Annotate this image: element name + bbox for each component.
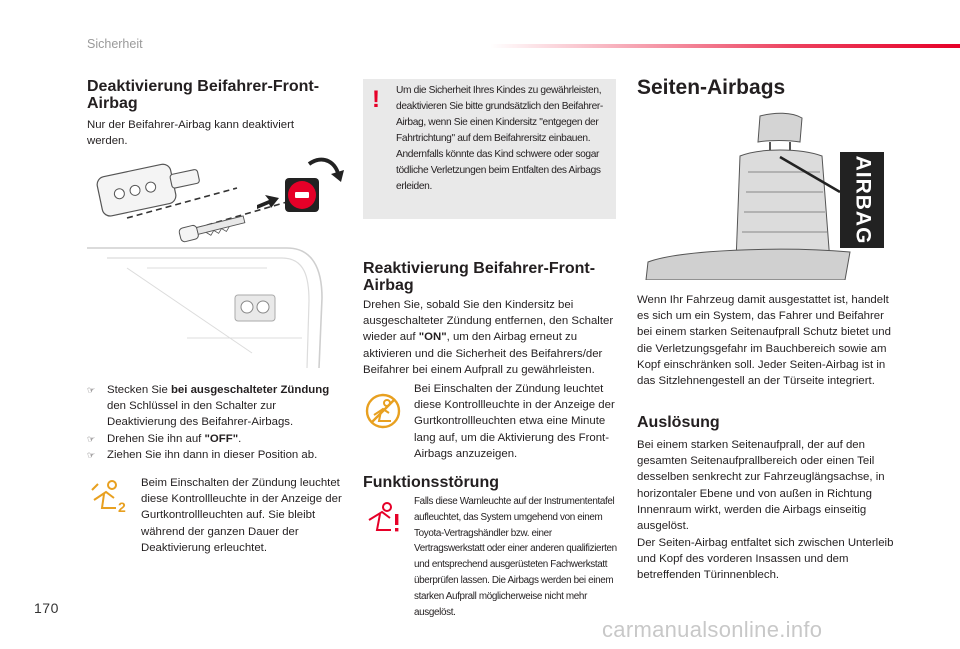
airbag-off-warning-icon	[90, 478, 130, 514]
airbag-label-text: AIRBAG	[851, 155, 874, 245]
malfunction-text: Falls diese Warnleuchte auf der Instrumententafel aufleuchtet, das System umgehend von einem Toyota-Vertragshändler bzw. einer Vertragswerkstatt oder einer anderen qualifizierten und entsprechend ausgerüsteten Fachwerkstatt überprüfen lassen. Die Airbags werden bei einem starken Aufprall möglicherweise nicht mehr ausgelöst.	[414, 496, 617, 618]
reactivation-note: Bei Einschalten der Zündung leuchtet diese Kontrollleuchte in der Anzeige der Gurtkontrollleuchten etwa eine Minute lang auf, um die Aktivierung des Front-Airbags anzuzeigen.	[414, 383, 615, 460]
deactivation-intro: Nur der Beifahrer-Airbag kann deaktiviert werden.	[87, 119, 295, 148]
key-blade	[178, 213, 245, 243]
airbag-on-warning-icon	[365, 393, 401, 429]
reactivation-body-text: Drehen Sie, sobald Sie den Kindersitz bei ausgeschalteter Zündung entfernen, den Schalter wieder auf	[363, 299, 614, 344]
step-text: .	[238, 432, 242, 445]
header-rule	[490, 44, 960, 48]
reactivation-body-bold: "ON"	[418, 331, 447, 344]
step-text: den Schlüssel in den Schalter zur Deaktivierung des Beifahrer-Airbags.	[107, 400, 294, 429]
step-text: Drehen Sie ihn auf	[107, 432, 205, 445]
side-airbags-body: Wenn Ihr Fahrzeug damit ausgestattet ist, handelt es sich um ein System, das Fahrer und Beifahrer bei einem starken Seitenaufprall Schutz bietet und die Verletzungsgefahr im Bauchbereich sowie am Kopf einschränken soll. Jeder Seiten-Airbag ist in das Sitzlehnengestell an der Türseite integriert.	[637, 294, 891, 388]
reactivation-body	[363, 297, 618, 378]
key-fob	[96, 157, 203, 217]
deactivation-title: Deaktivierung Beifahrer-Front-Airbag	[87, 78, 320, 112]
svg-text:2: 2	[118, 499, 126, 514]
airbag-label-wrap	[840, 152, 884, 248]
step-text: Stecken Sie	[107, 384, 171, 396]
watermark[interactable]: carmanualsonline.info	[602, 617, 823, 642]
step-text: Ziehen Sie ihn dann in dieser Position ab.	[107, 448, 318, 461]
section-header: Sicherheit	[87, 37, 143, 51]
airbag-switch-dial	[285, 160, 344, 212]
malfunction-title: Funktionsstörung	[363, 474, 499, 491]
airbag-malfunction-icon	[366, 500, 402, 538]
step-bold: "OFF"	[204, 432, 239, 445]
page-number: 170	[34, 600, 59, 616]
step-bold: bei ausgeschalteter Zündung	[170, 384, 330, 396]
reactivation-body-text: , um den Airbag erneut zu aktivieren und die Sicherheit des Beifahrers/der Beifahrer bei einem Aufprall zu gewährleisten.	[363, 331, 603, 376]
bullet-arrow-icon: ☞	[87, 433, 96, 444]
deactivation-steps	[87, 382, 345, 463]
warning-text: Um die Sicherheit Ihres Kindes zu gewährleisten, deaktivieren Sie bitte grundsätzlich den Beifahrer-Airbag, wenn Sie einen Kindersitz "entgegen der Fahrtrichtung" auf dem Beifahrersitz einbauen. Andernfalls könnte das Kind schwere oder sogar tödliche Verletzungen beim Entfalten des Airbags erleiden.	[396, 85, 603, 192]
trigger-body-2: Der Seiten-Airbag entfaltet sich zwischen Unterleib und Kopf des vorderen Insassen und dem betreffenden Türinnenblech.	[637, 537, 894, 582]
step-item	[87, 447, 345, 463]
warning-exclamation-icon: !	[372, 86, 380, 113]
step-item	[87, 382, 345, 431]
bullet-arrow-icon: ☞	[87, 385, 96, 395]
side-airbags-title: Seiten-Airbags	[637, 76, 786, 99]
trigger-title: Auslösung	[637, 414, 720, 431]
step-item	[87, 431, 345, 447]
reactivation-title: Reaktivierung Beifahrer-Front-Airbag	[363, 260, 596, 294]
key-switch-illustration	[87, 150, 347, 245]
glovebox-illustration	[87, 243, 327, 368]
bullet-arrow-icon: ☞	[87, 449, 96, 460]
trigger-body-1: Bei einem starken Seitenaufprall, der auf den gesamten Seitenaufprallbereich oder einen Teil desselben senkrecht zur Fahrzeuglängsachse, in horizontaler Ebene und von außen in Richtung Innenraum wirkt, werden die Airbags einseitig ausgelöst.	[637, 439, 885, 533]
deactivation-note: Beim Einschalten der Zündung leuchtet diese Kontrollleuchte in der Anzeige der Gurtkontrollleuchten auf. Sie bleibt während der ganzen Dauer der Deaktivierung erleuchtet.	[141, 477, 342, 554]
